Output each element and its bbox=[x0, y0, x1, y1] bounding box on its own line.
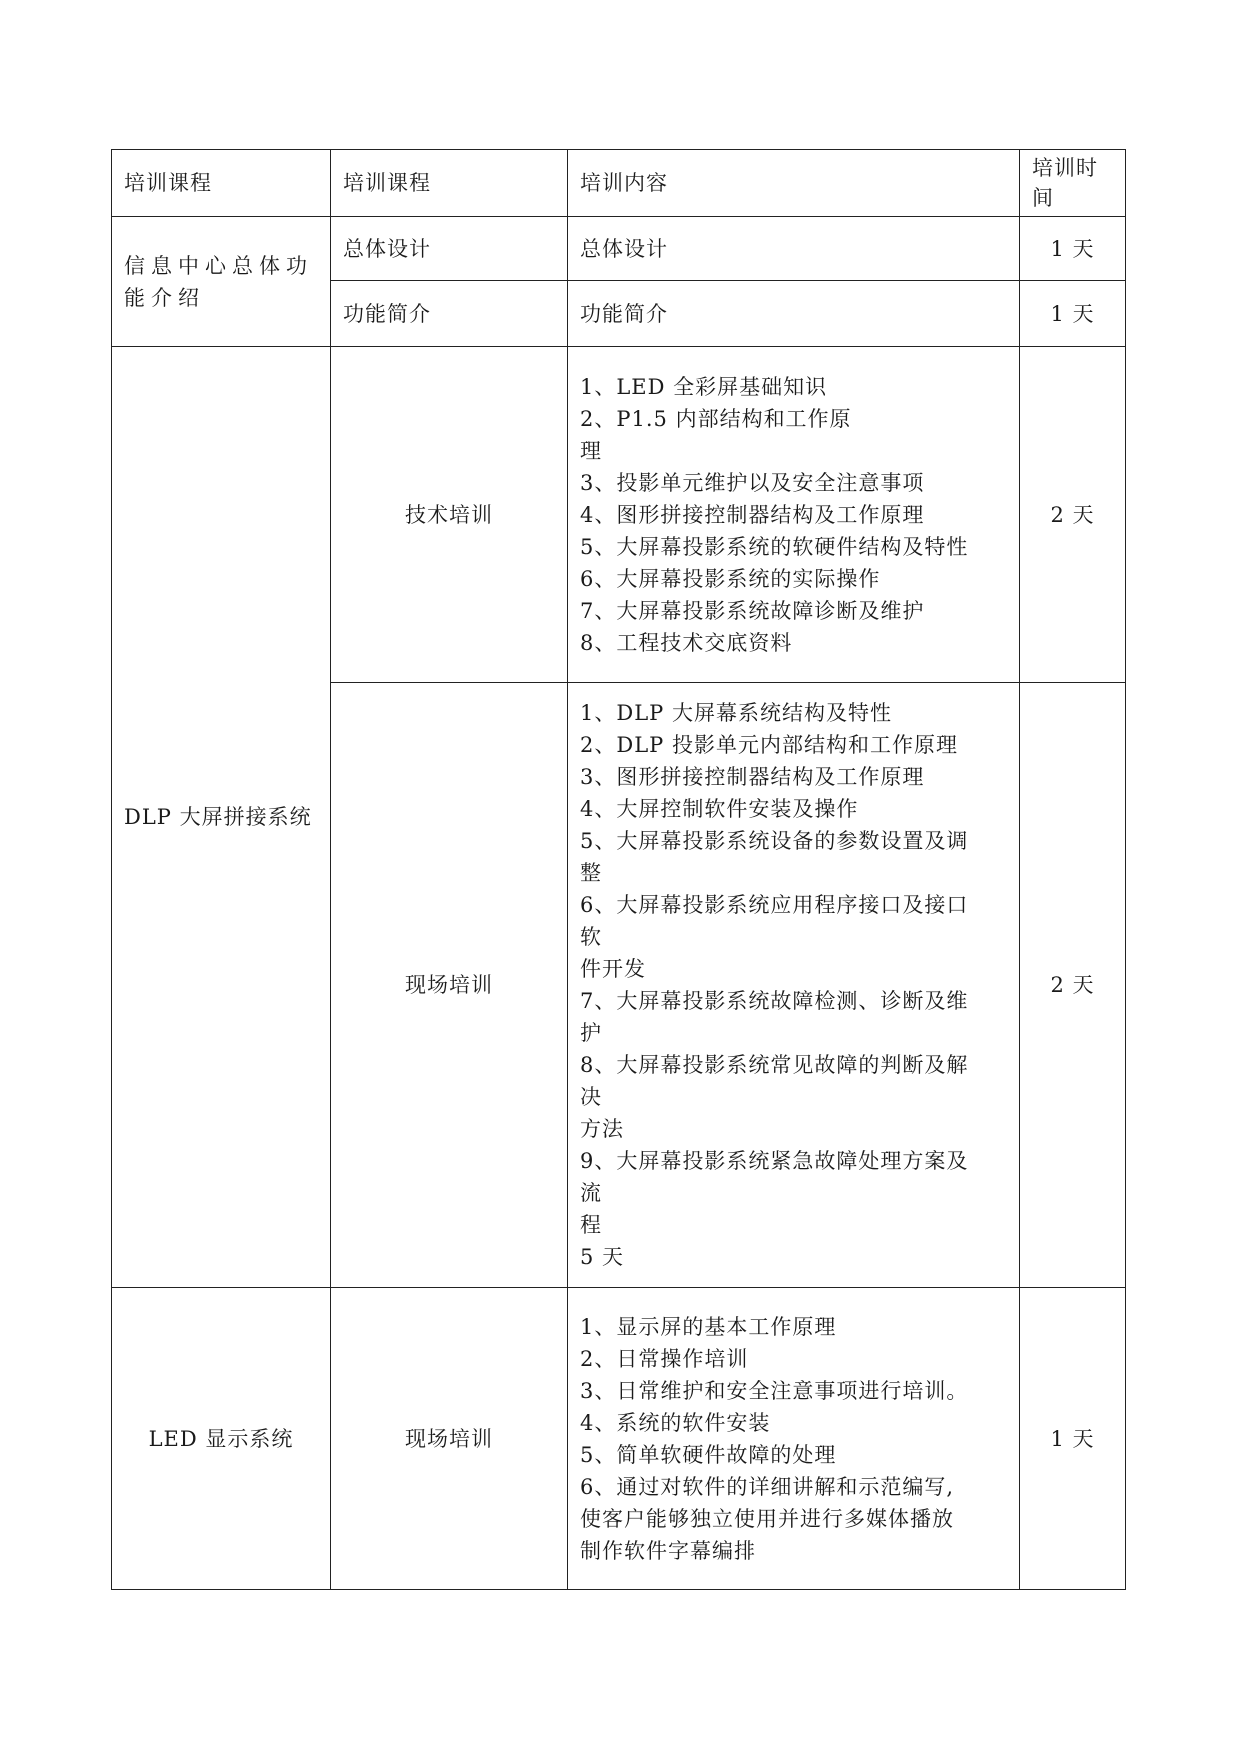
content-list bbox=[568, 347, 1020, 683]
training-schedule-table bbox=[111, 149, 1126, 1590]
module-name: 功能简介 bbox=[331, 281, 568, 347]
content-text: 总体设计 bbox=[568, 217, 1020, 281]
content-text: 功能简介 bbox=[568, 281, 1020, 347]
content-line: 软 bbox=[580, 925, 602, 949]
content-line: 整 bbox=[580, 861, 602, 885]
course-name-dlp: DLP 大屏拼接系统 bbox=[112, 347, 331, 1288]
content-lines bbox=[580, 1297, 1007, 1581]
table-header-row bbox=[112, 150, 1126, 217]
header-duration bbox=[1020, 150, 1126, 217]
content-line: 使客户能够独立使用并进行多媒体播放 bbox=[580, 1506, 954, 1531]
duration-value: 2 天 bbox=[1020, 347, 1126, 683]
content-line: 2、日常操作培训 bbox=[580, 1346, 749, 1371]
content-list bbox=[568, 1288, 1020, 1590]
header-duration-line1: 培训时 bbox=[1032, 156, 1098, 180]
content-line: 5、简单软硬件故障的处理 bbox=[580, 1442, 837, 1467]
content-line: 8、工程技术交底资料 bbox=[580, 630, 793, 655]
header-content: 培训内容 bbox=[568, 150, 1020, 217]
content-lines bbox=[580, 683, 1007, 1287]
content-line: 4、大屏控制软件安装及操作 bbox=[580, 797, 859, 821]
content-line: 1、DLP 大屏幕系统结构及特性 bbox=[580, 701, 892, 725]
content-line: 护 bbox=[580, 1021, 602, 1045]
content-line: 6、通过对软件的详细讲解和示范编写, bbox=[580, 1474, 955, 1499]
content-line: 制作软件字幕编排 bbox=[580, 1538, 756, 1563]
content-line: 4、系统的软件安装 bbox=[580, 1410, 771, 1435]
content-line: 流 bbox=[580, 1181, 602, 1205]
content-lines bbox=[580, 357, 1007, 673]
header-module: 培训课程 bbox=[331, 150, 568, 217]
content-line: 7、大屏幕投影系统故障诊断及维护 bbox=[580, 598, 925, 623]
content-line: 方法 bbox=[580, 1117, 624, 1141]
duration-value: 1 天 bbox=[1020, 1288, 1126, 1590]
content-line: 1、显示屏的基本工作原理 bbox=[580, 1314, 837, 1339]
content-line: 理 bbox=[580, 438, 602, 463]
content-line: 9、大屏幕投影系统紧急故障处理方案及 bbox=[580, 1149, 969, 1173]
table-row bbox=[112, 217, 1126, 281]
content-line: 3、投影单元维护以及安全注意事项 bbox=[580, 470, 925, 495]
table-row bbox=[112, 347, 1126, 683]
content-line: 件开发 bbox=[580, 957, 646, 981]
duration-value: 1 天 bbox=[1020, 217, 1126, 281]
content-line: 2、P1.5 内部结构和工作原 bbox=[580, 406, 852, 431]
content-line: 决 bbox=[580, 1085, 602, 1109]
content-line: 8、大屏幕投影系统常见故障的判断及解 bbox=[580, 1053, 969, 1077]
module-name: 现场培训 bbox=[331, 683, 568, 1288]
content-line: 5、大屏幕投影系统设备的参数设置及调 bbox=[580, 829, 969, 853]
module-name: 技术培训 bbox=[331, 347, 568, 683]
content-line: 程 bbox=[580, 1213, 602, 1237]
content-line: 7、大屏幕投影系统故障检测、诊断及维 bbox=[580, 989, 969, 1013]
content-line: 2、DLP 投影单元内部结构和工作原理 bbox=[580, 733, 958, 757]
content-line: 6、大屏幕投影系统应用程序接口及接口 bbox=[580, 893, 969, 917]
content-list bbox=[568, 683, 1020, 1288]
header-course: 培训课程 bbox=[112, 150, 331, 217]
content-line: 3、图形拼接控制器结构及工作原理 bbox=[580, 765, 925, 789]
module-name: 现场培训 bbox=[331, 1288, 568, 1590]
course-name-led: LED 显示系统 bbox=[112, 1288, 331, 1590]
content-line: 3、日常维护和安全注意事项进行培训。 bbox=[580, 1378, 969, 1403]
content-line: 1、LED 全彩屏基础知识 bbox=[580, 374, 828, 399]
duration-value: 2 天 bbox=[1020, 683, 1126, 1288]
content-line: 6、大屏幕投影系统的实际操作 bbox=[580, 566, 881, 591]
content-line: 4、图形拼接控制器结构及工作原理 bbox=[580, 502, 925, 527]
course-name-overview: 信息中心总体功能介绍 bbox=[112, 217, 331, 347]
header-duration-line2: 间 bbox=[1032, 186, 1054, 210]
content-line: 5 天 bbox=[580, 1245, 625, 1269]
content-line: 5、大屏幕投影系统的软硬件结构及特性 bbox=[580, 534, 969, 559]
table-row bbox=[112, 1288, 1126, 1590]
duration-value: 1 天 bbox=[1020, 281, 1126, 347]
module-name: 总体设计 bbox=[331, 217, 568, 281]
